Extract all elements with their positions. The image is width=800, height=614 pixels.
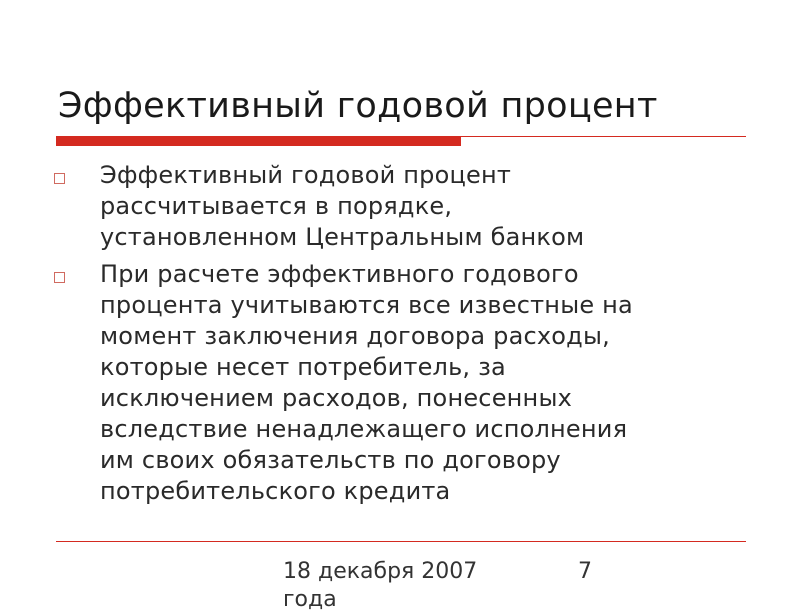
- bullet-text-1: Эффективный годовой процент рассчитывается в порядке, установленном Центральным банком: [100, 161, 585, 251]
- bullet-item-2: [50, 259, 750, 507]
- bullet-text-2: При расчете эффективного годового процента учитываются все известные на момент заключения договора расходы, которые несет потребитель, за исключением расходов, понесенных вследствие ненадлежащего исполнения им своих обязательств по договору потребительского кредита: [100, 260, 633, 505]
- hollow-square-bullet-icon: [54, 173, 65, 184]
- title-underline-thick: [56, 136, 461, 146]
- title-underline-thin: [56, 136, 746, 137]
- footer-date: 18 декабря 2007 года: [283, 559, 478, 612]
- bullet-item-1: [50, 160, 750, 253]
- footer-divider: [56, 541, 746, 542]
- bullet-list: [50, 160, 750, 513]
- hollow-square-bullet-icon: [54, 272, 65, 283]
- page-number: 7: [578, 559, 592, 584]
- slide-title: Эффективный годовой процент: [58, 86, 658, 126]
